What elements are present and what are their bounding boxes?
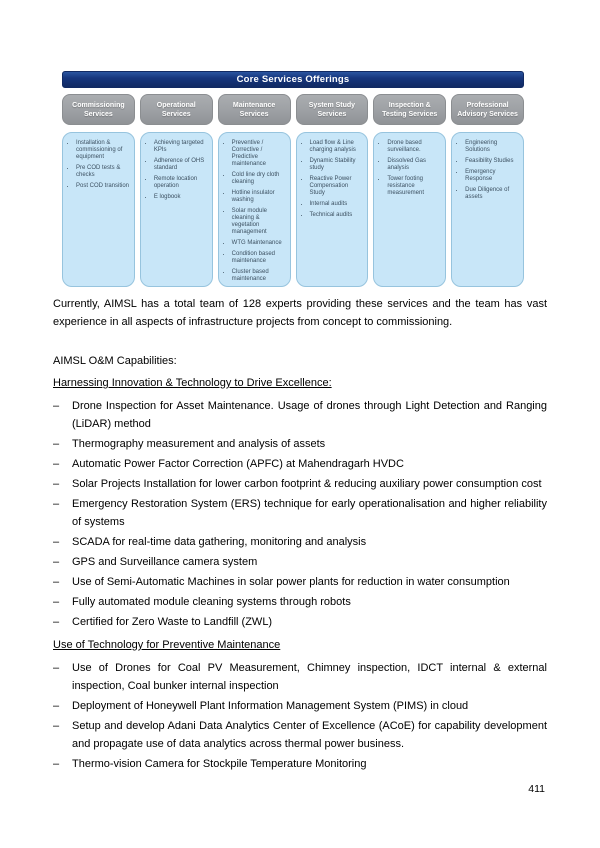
service-item-list: [145, 140, 209, 201]
section-heading: Use of Technology for Preventive Maintenance: [53, 639, 281, 651]
service-item: • Remote location operation: [154, 176, 209, 190]
service-item: • Pre COD tests & checks: [76, 165, 131, 179]
bullet-text: GPS and Surveillance camera system: [72, 556, 258, 568]
bullet-text: Automatic Power Factor Correction (APFC) at Mahendragarh HVDC: [72, 458, 404, 470]
service-item: • Tower footing resistance measurement: [387, 176, 442, 197]
bullet-dash: –: [53, 700, 60, 712]
bullet-dash: –: [53, 596, 60, 608]
bullet-dash: –: [53, 556, 60, 568]
capabilities-heading: AIMSL O&M Capabilities:: [53, 355, 177, 367]
bullet-item: [53, 717, 547, 753]
bullet-text: Setup and develop Adani Data Analytics Center of Excellence (ACoE) for capability development and propagate use of data analytics across thermal power business.: [72, 720, 547, 750]
service-column-card: [296, 132, 369, 287]
service-column-card: [451, 132, 524, 287]
page-number: 411: [528, 783, 545, 795]
service-column-title: Commissioning Services: [62, 94, 135, 125]
bullet-item: [53, 573, 547, 591]
bullet-text: SCADA for real-time data gathering, monitoring and analysis: [72, 536, 367, 548]
bullet-item: [53, 697, 547, 715]
service-item: • Solar module cleaning & vegetation management: [232, 208, 287, 236]
service-item: • Due Diligence of assets: [465, 187, 520, 201]
service-item-list: [223, 140, 287, 283]
service-column-card: [140, 132, 213, 287]
bullet-text: Certified for Zero Waste to Landfill (ZWL): [72, 616, 273, 628]
service-column-title: Operational Services: [140, 94, 213, 125]
bullet-dash: –: [53, 400, 60, 412]
service-item-list: [67, 140, 131, 190]
service-item: • Engineering Solutions: [465, 140, 520, 154]
service-item: • Installation & commissioning of equipment: [76, 140, 131, 161]
service-column-title: Professional Advisory Services: [451, 94, 524, 125]
bullet-item: [53, 659, 547, 695]
diagram-columns: [62, 94, 524, 287]
bullet-text: Emergency Restoration System (ERS) technique for early operationalisation and higher reliability of systems: [72, 498, 547, 528]
service-item: • Drone based surveillance.: [387, 140, 442, 154]
bullet-text: Use of Semi-Automatic Machines in solar power plants for reduction in water consumption: [72, 576, 510, 588]
bullet-dash: –: [53, 662, 60, 674]
service-item: • Reactive Power Compensation Study: [310, 176, 365, 197]
capability-section: [53, 374, 547, 631]
bullet-item: [53, 495, 547, 531]
service-item: • Condition based maintenance: [232, 251, 287, 265]
service-item-list: [301, 140, 365, 219]
service-item: • Emergency Response: [465, 169, 520, 183]
service-item: • Hotline insulator washing: [232, 190, 287, 204]
service-item: • WTG Maintenance: [232, 240, 287, 247]
bullet-dash: –: [53, 498, 60, 510]
bullet-item: [53, 755, 547, 773]
service-item: • Preventive / Corrective / Predictive maintenance: [232, 140, 287, 168]
bullet-text: Thermo-vision Camera for Stockpile Temperature Monitoring: [72, 758, 367, 770]
service-column: [218, 94, 291, 287]
service-item: • Dynamic Stability study: [310, 158, 365, 172]
bullet-item: [53, 475, 547, 493]
service-column-title: System Study Services: [296, 94, 369, 125]
service-column-card: [373, 132, 446, 287]
bullet-item: [53, 533, 547, 551]
bullet-dash: –: [53, 536, 60, 548]
service-column: [451, 94, 524, 287]
service-column: [140, 94, 213, 287]
service-item: • Internal audits: [310, 201, 365, 208]
bullet-text: Drone Inspection for Asset Maintenance. Usage of drones through Light Detection and Ranging (LiDAR) method: [72, 400, 547, 430]
bullet-dash: –: [53, 758, 60, 770]
service-column: [373, 94, 446, 287]
service-item-list: [378, 140, 442, 197]
bullet-item: [53, 553, 547, 571]
bullet-text: Fully automated module cleaning systems through robots: [72, 596, 351, 608]
bullet-dash: –: [53, 616, 60, 628]
bullet-dash: –: [53, 458, 60, 470]
bullet-item: [53, 435, 547, 453]
page-body: [53, 295, 547, 775]
service-column: [62, 94, 135, 287]
diagram-title: Core Services Offerings: [62, 71, 524, 88]
service-item: • Post COD transition: [76, 183, 131, 190]
capability-sections: [53, 374, 547, 773]
bullet-text: Thermography measurement and analysis of assets: [72, 438, 326, 450]
service-item: • E logbook: [154, 194, 209, 201]
bullet-item: [53, 455, 547, 473]
service-item: • Adherence of OHS standard: [154, 158, 209, 172]
service-column-title: Maintenance Services: [218, 94, 291, 125]
service-item: • Achieving targeted KPIs: [154, 140, 209, 154]
service-item: • Cluster based maintenance: [232, 269, 287, 283]
bullet-dash: –: [53, 720, 60, 732]
section-heading: Harnessing Innovation & Technology to Drive Excellence:: [53, 377, 332, 389]
bullet-dash: –: [53, 478, 60, 490]
bullet-text: Use of Drones for Coal PV Measurement, Chimney inspection, IDCT internal & external inspection, Coal bunker internal inspection: [72, 662, 547, 692]
bullet-dash: –: [53, 576, 60, 588]
bullet-text: Solar Projects Installation for lower carbon footprint & reducing auxiliary power consumption cost: [72, 478, 542, 490]
bullet-item: [53, 593, 547, 611]
intro-paragraph: Currently, AIMSL has a total team of 128 experts providing these services and the team has vast experience in all aspects of infrastructure projects from concept to commissioning.: [53, 298, 547, 328]
bullet-dash: –: [53, 438, 60, 450]
service-item: • Technical audits: [310, 212, 365, 219]
service-item: • Dissolved Gas analysis: [387, 158, 442, 172]
service-column-card: [218, 132, 291, 287]
service-item-list: [456, 140, 520, 201]
capability-section: [53, 636, 547, 773]
core-services-diagram: [62, 71, 524, 287]
bullet-text: Deployment of Honeywell Plant Information Management System (PIMS) in cloud: [72, 700, 469, 712]
bullet-item: [53, 397, 547, 433]
service-column-title: Inspection & Testing Services: [373, 94, 446, 125]
service-item: • Cold line dry cloth cleaning: [232, 172, 287, 186]
service-column-card: [62, 132, 135, 287]
service-item: • Feasibility Studies: [465, 158, 520, 165]
bullet-item: [53, 613, 547, 631]
service-item: • Load flow & Line charging analysis: [310, 140, 365, 154]
service-column: [296, 94, 369, 287]
